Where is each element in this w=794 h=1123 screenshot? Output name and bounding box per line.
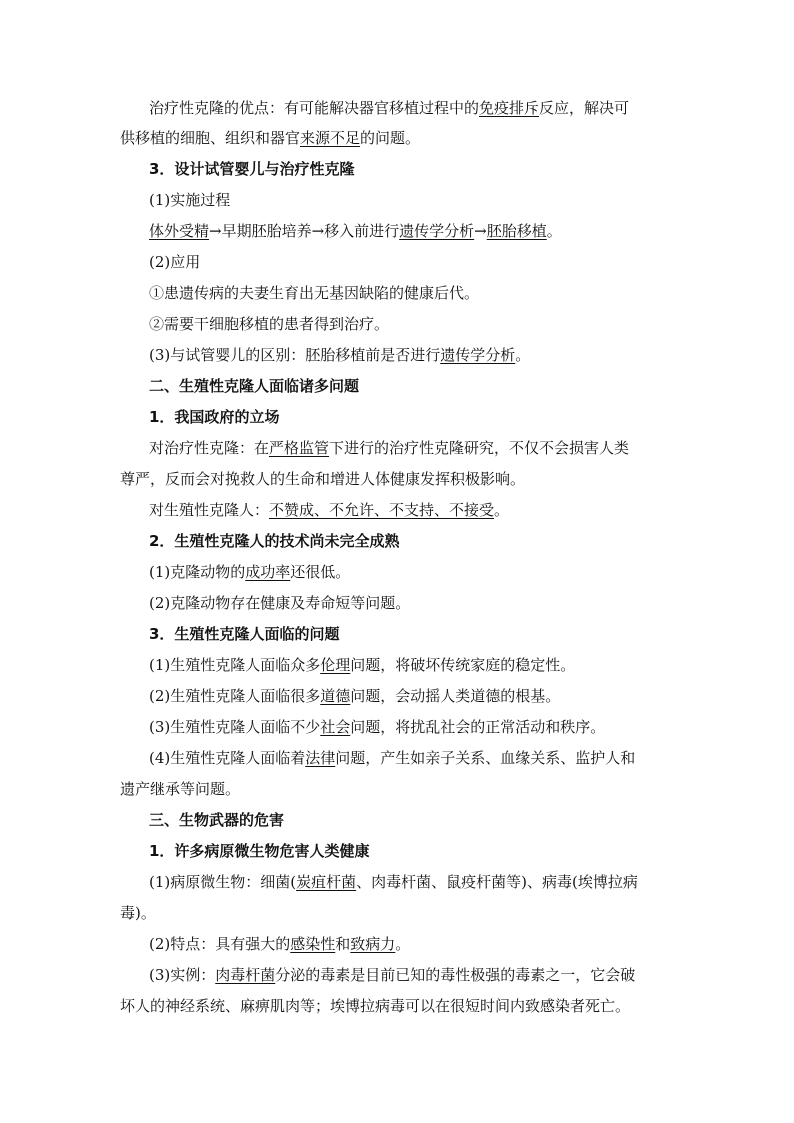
text-segment: 和 <box>335 935 351 953</box>
text-segment: 还很低。 <box>290 563 351 581</box>
text-segment: 反应，解决可 <box>539 99 630 117</box>
text-segment: 对治疗性克隆：在 <box>149 439 270 457</box>
text-segment: (2)应用 <box>149 253 201 271</box>
text-line <box>149 252 709 272</box>
underlined-term: 炭疽杆菌 <box>296 873 357 891</box>
text-segment: (1)克隆动物的 <box>149 563 246 581</box>
text-segment: 3．设计试管婴儿与治疗性克隆 <box>149 160 355 178</box>
underlined-term: 伦理 <box>320 656 351 674</box>
text-segment: 供移植的细胞、组织和器官 <box>120 129 301 147</box>
text-segment: 三、生物武器的危害 <box>149 811 285 829</box>
text-segment: ①患遗传病的夫妻生育出无基因缺陷的健康后代。 <box>149 284 480 302</box>
text-line <box>120 469 680 489</box>
text-line <box>149 562 709 582</box>
text-segment: 治疗性克隆的优点：有可能解决器官移植过程中的 <box>149 99 480 117</box>
text-line <box>149 686 709 706</box>
underlined-term: 严格监管 <box>269 439 330 457</box>
underlined-term: 不赞成、不允许、不支持、不接受 <box>269 501 495 519</box>
section-heading <box>149 407 709 427</box>
text-segment: 。 <box>395 935 411 953</box>
text-segment: 问题，会动摇人类道德的根基。 <box>350 687 561 705</box>
underlined-term: 道德 <box>320 687 351 705</box>
text-segment: (2)克隆动物存在健康及寿命短等问题。 <box>149 594 411 612</box>
underlined-term: 胚胎移植 <box>486 222 547 240</box>
text-segment: (1)实施过程 <box>149 191 231 209</box>
section-heading <box>149 159 709 179</box>
text-line <box>149 593 709 613</box>
text-segment: 问题，将破坏传统家庭的稳定性。 <box>350 656 576 674</box>
text-segment: (3)与试管婴儿的区别：胚胎移植前是否进行 <box>149 346 441 364</box>
text-segment: 问题，产生如亲子关系、血缘关系、监护人和 <box>335 749 636 767</box>
text-segment: 坏人的神经系统、麻痹肌肉等；埃博拉病毒可以在很短时间内致感染者死亡。 <box>120 997 631 1015</box>
text-line <box>149 345 709 365</box>
underlined-term: 体外受精 <box>149 222 210 240</box>
text-segment: (4)生殖性克隆人面临着 <box>149 749 306 767</box>
section-heading <box>149 376 709 396</box>
text-line <box>149 655 709 675</box>
section-heading <box>149 810 709 830</box>
text-segment: 二、生殖性克隆人面临诸多问题 <box>149 377 360 395</box>
text-segment: 尊严，反而会对挽救人的生命和增进人体健康发挥积极影响。 <box>120 470 526 488</box>
text-line <box>120 779 680 799</box>
text-line <box>120 996 680 1016</box>
text-segment: (1)生殖性克隆人面临众多 <box>149 656 321 674</box>
text-segment: 。 <box>515 346 531 364</box>
underlined-term: 免疫排斥 <box>479 99 540 117</box>
underlined-term: 来源不足 <box>300 129 361 147</box>
text-segment: 的问题。 <box>360 129 421 147</box>
text-line <box>120 128 680 148</box>
text-segment: 1．我国政府的立场 <box>149 408 280 426</box>
text-line <box>149 221 709 241</box>
text-line <box>120 903 680 923</box>
underlined-term: 成功率 <box>245 563 291 581</box>
section-heading <box>149 624 709 644</box>
text-line <box>149 314 709 334</box>
text-segment: 2．生殖性克隆人的技术尚未完全成熟 <box>149 532 400 550</box>
text-segment: 毒)。 <box>120 904 156 922</box>
text-segment: (3)生殖性克隆人面临不少 <box>149 718 321 736</box>
text-segment: → <box>474 222 487 240</box>
underlined-term: 社会 <box>320 718 351 736</box>
text-line <box>149 965 709 985</box>
text-segment: 对生殖性克隆人： <box>149 501 270 519</box>
text-segment: ②需要干细胞移植的患者得到治疗。 <box>149 315 390 333</box>
text-segment: (2)生殖性克隆人面临很多 <box>149 687 321 705</box>
text-line <box>149 872 709 892</box>
text-line <box>149 438 709 458</box>
text-segment: →早期胚胎培养→移入前进行 <box>209 222 400 240</box>
underlined-term: 遗传学分析 <box>440 346 516 364</box>
underlined-term: 遗传学分析 <box>399 222 475 240</box>
text-line <box>149 190 709 210</box>
text-segment: 、肉毒杆菌、鼠疫杆菌等)、病毒(埃博拉病 <box>356 873 638 891</box>
text-line <box>149 283 709 303</box>
text-segment: 分泌的毒素是目前已知的毒性极强的毒素之一，它会破 <box>275 966 636 984</box>
text-segment: (1)病原微生物：细菌( <box>149 873 297 891</box>
text-segment: 下进行的治疗性克隆研究，不仅不会损害人类 <box>329 439 630 457</box>
text-segment: (2)特点：具有强大的 <box>149 935 291 953</box>
text-segment: 3．生殖性克隆人面临的问题 <box>149 625 340 643</box>
section-heading <box>149 531 709 551</box>
underlined-term: 肉毒杆菌 <box>215 966 276 984</box>
underlined-term: 法律 <box>305 749 336 767</box>
text-line <box>149 717 709 737</box>
text-line <box>149 98 709 118</box>
text-line <box>149 500 709 520</box>
text-segment: (3)实例： <box>149 966 216 984</box>
text-line <box>149 934 709 954</box>
underlined-term: 致病力 <box>350 935 396 953</box>
text-segment: 问题，将扰乱社会的正常活动和秩序。 <box>350 718 606 736</box>
text-segment: 。 <box>546 222 562 240</box>
underlined-term: 感染性 <box>290 935 336 953</box>
section-heading <box>149 841 709 861</box>
text-segment: 1．许多病原微生物危害人类健康 <box>149 842 370 860</box>
text-segment: 。 <box>494 501 510 519</box>
text-line <box>149 748 709 768</box>
text-segment: 遗产继承等问题。 <box>120 780 241 798</box>
